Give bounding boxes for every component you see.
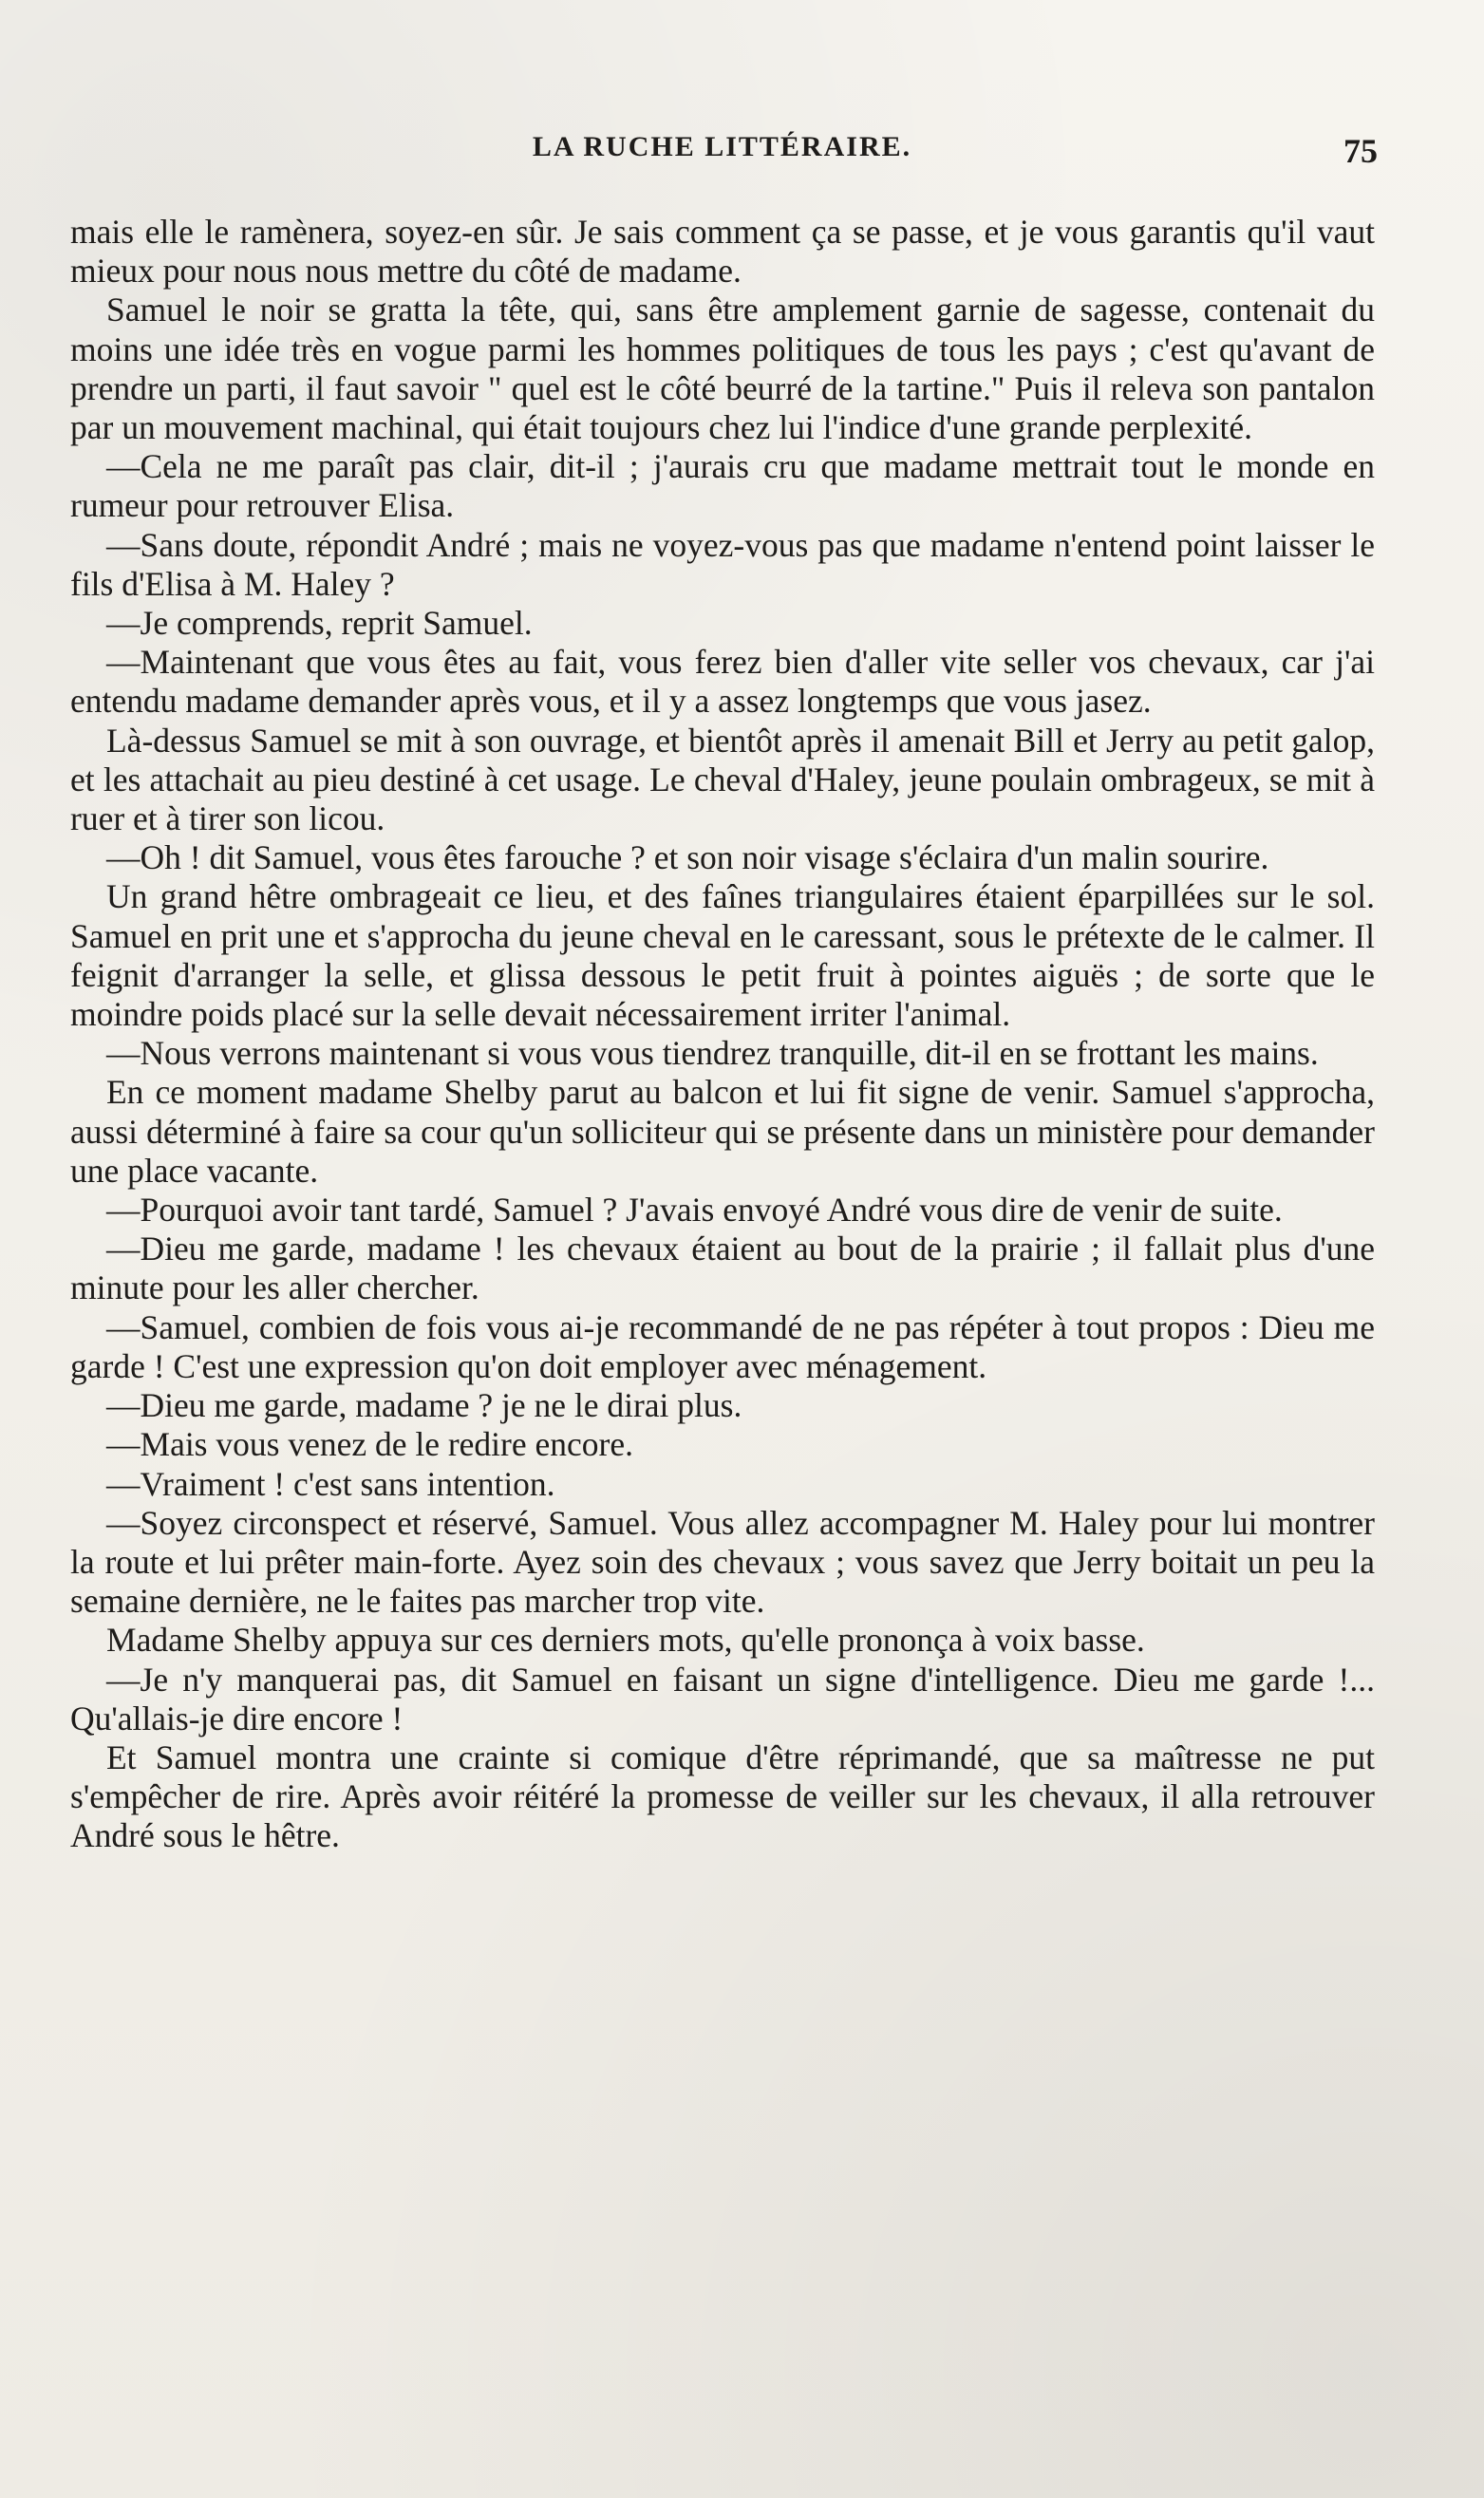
paragraph: —Cela ne me paraît pas clair, dit-il ; j'aurais cru que madame mettrait tout le monde en rumeur pour retrouver Elisa. [70, 447, 1375, 525]
paragraph: En ce moment madame Shelby parut au balcon et lui fit signe de venir. Samuel s'approcha, aussi déterminé à faire sa cour qu'un solliciteur qui se présente dans un ministère pour demander une place vacante. [70, 1073, 1375, 1190]
page-header [66, 131, 1378, 178]
paragraph: —Dieu me garde, madame ! les chevaux étaient au bout de la prairie ; il fallait plus d'une minute pour les aller chercher. [70, 1230, 1375, 1307]
paragraph: —Sans doute, répondit André ; mais ne voyez-vous pas que madame n'entend point laisser le fils d'Elisa à M. Haley ? [70, 525, 1375, 603]
paragraph: Là-dessus Samuel se mit à son ouvrage, et bientôt après il amenait Bill et Jerry au petit galop, et les attachait au pieu destiné à cet usage. Le cheval d'Haley, jeune poulain ombrageux, se mit à ruer et à tirer son licou. [70, 721, 1375, 838]
paragraph: —Dieu me garde, madame ? je ne le dirai plus. [106, 1386, 742, 1425]
paragraph: —Mais vous venez de le redire encore. [106, 1425, 633, 1464]
paragraph: —Vraiment ! c'est sans intention. [106, 1464, 555, 1503]
paragraph: —Nous verrons maintenant si vous vous tiendrez tranquille, dit-il en se frottant les mains. [106, 1034, 1319, 1073]
body-text [70, 213, 1375, 1856]
paragraph: —Je n'y manquerai pas, dit Samuel en faisant un signe d'intelligence. Dieu me garde !... Qu'allais-je dire encore ! [70, 1660, 1375, 1737]
paragraph: —Pourquoi avoir tant tardé, Samuel ? J'avais envoyé André vous dire de venir de suite. [106, 1191, 1283, 1230]
paragraph: Et Samuel montra une crainte si comique d'être réprimandé, que sa maîtresse ne put s'empêcher de rire. Après avoir réitéré la promesse de veiller sur les chevaux, il alla retrouver André sous le hêtre. [70, 1737, 1375, 1855]
running-title: LA RUCHE LITTÉRAIRE. [532, 131, 912, 162]
paragraph: —Maintenant que vous êtes au fait, vous ferez bien d'aller vite seller vos chevaux, car j'ai entendu madame demander après vous, et il y a assez longtemps que vous jasez. [70, 643, 1375, 721]
page-number: 75 [1343, 132, 1378, 170]
paragraph: Un grand hêtre ombrageait ce lieu, et des faînes triangulaires étaient éparpillées sur le sol. Samuel en prit une et s'approcha du jeune cheval en le caressant, sous le prétexte de le calmer. Il feignit d'arranger la selle, et glissa dessous le petit fruit à pointes aiguës ; de sorte que le moindre poids placé sur la selle devait nécessairement irriter l'animal. [70, 877, 1375, 1034]
paragraph: —Samuel, combien de fois vous ai-je recommandé de ne pas répéter à tout propos : Dieu me garde ! C'est une expression qu'on doit employer avec ménagement. [70, 1307, 1375, 1385]
paragraph: Madame Shelby appuya sur ces derniers mots, qu'elle prononça à voix basse. [106, 1621, 1145, 1660]
paragraph: —Je comprends, reprit Samuel. [106, 604, 533, 643]
paragraph: —Oh ! dit Samuel, vous êtes farouche ? et son noir visage s'éclaira d'un malin sourire. [106, 838, 1269, 877]
paragraph: mais elle le ramènera, soyez-en sûr. Je sais comment ça se passe, et je vous garantis qu'il vaut mieux pour nous nous mettre du côté de madame. [70, 213, 1375, 291]
paragraph: —Soyez circonspect et réservé, Samuel. Vous allez accompagner M. Haley pour lui montrer la route et lui prêter main-forte. Ayez soin des chevaux ; vous savez que Jerry boitait un peu la semaine dernière, ne le faites pas marcher trop vite. [70, 1503, 1375, 1621]
paragraph: Samuel le noir se gratta la tête, qui, sans être amplement garnie de sagesse, contenait du moins une idée très en vogue parmi les hommes politiques de tous les pays ; c'est qu'avant de prendre un parti, il faut savoir " quel est le côté beurré de la tartine." Puis il releva son pantalon par un mouvement machinal, qui était toujours chez lui l'indice d'une grande perplexité. [70, 291, 1375, 447]
